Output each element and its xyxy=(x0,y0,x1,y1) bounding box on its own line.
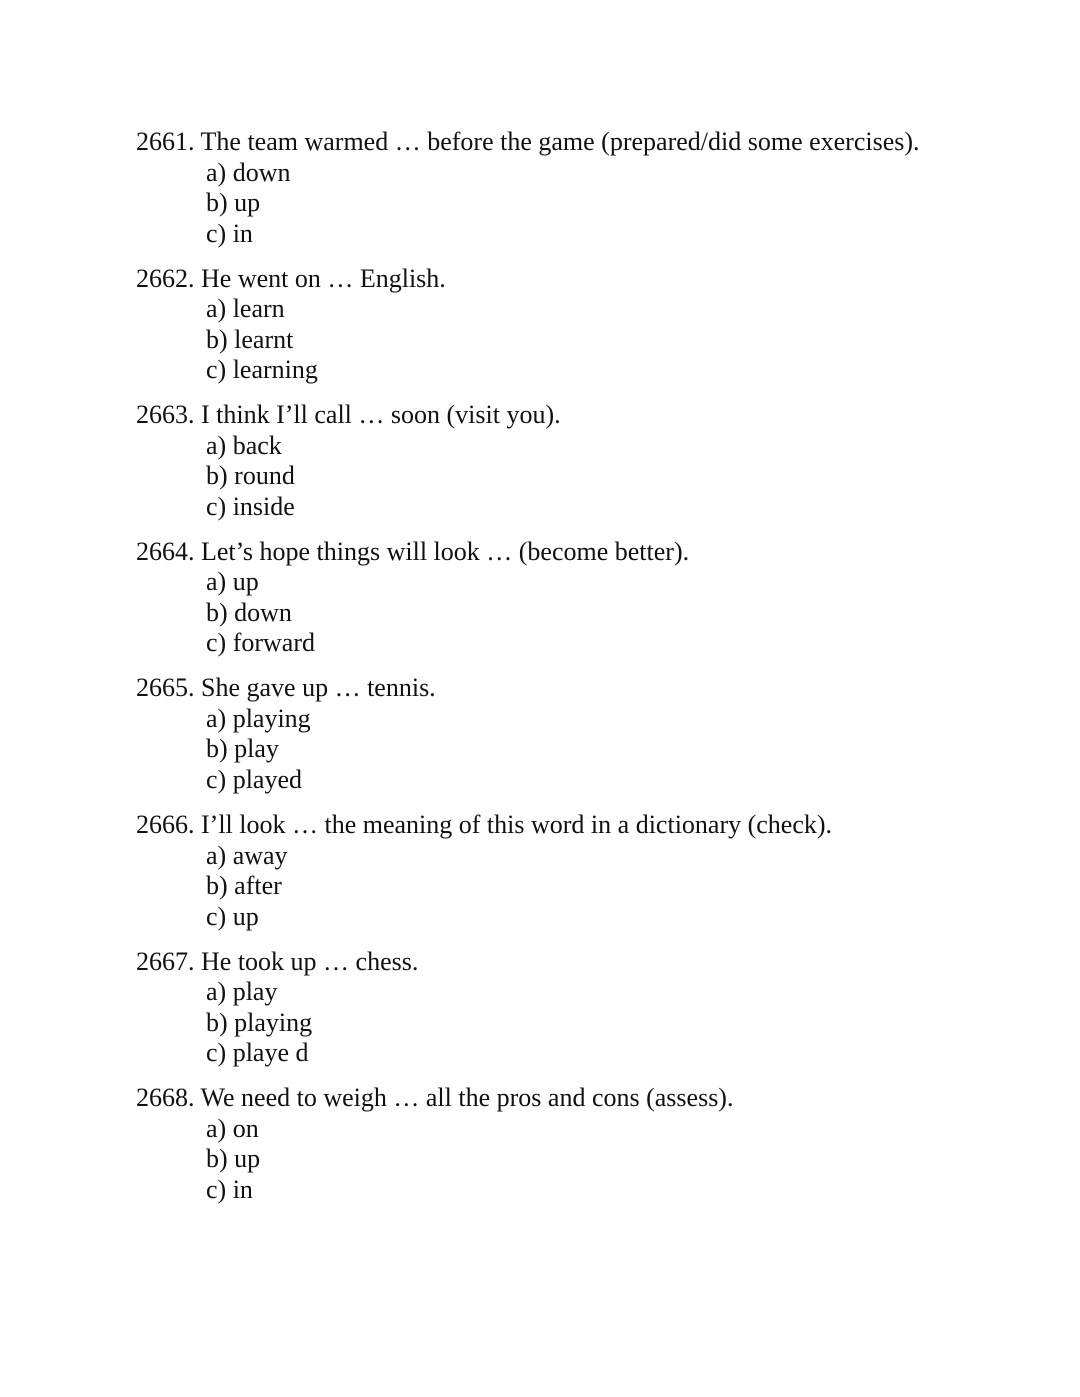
question-stem: 2666. I’ll look … the meaning of this word in a dictionary (check). xyxy=(136,810,833,839)
question-stem: 2663. I think I’ll call … soon (visit you). xyxy=(136,400,561,430)
answer-option: a) play xyxy=(206,977,278,1007)
answer-option: a) learn xyxy=(206,294,285,324)
question-item xyxy=(136,1083,733,1205)
answer-option: a) on xyxy=(206,1113,259,1143)
question-stem: 2664. Let’s hope things will look … (become better). xyxy=(136,536,690,566)
question-stem: 2665. She gave up … tennis. xyxy=(136,673,436,703)
answer-option: c) forward xyxy=(206,628,315,658)
question-item xyxy=(136,127,920,249)
answer-option: b) learnt xyxy=(206,324,294,354)
answer-option: a) away xyxy=(206,840,288,870)
answer-option: c) inside xyxy=(206,491,295,521)
answer-option: c) up xyxy=(206,901,259,931)
answer-option: b) after xyxy=(206,871,282,900)
question-item xyxy=(136,947,418,1069)
answer-option: c) learning xyxy=(206,355,318,385)
answer-option: c) in xyxy=(206,218,253,248)
answer-option: b) up xyxy=(206,1144,261,1174)
answer-option: c) played xyxy=(206,764,303,794)
answer-option: b) round xyxy=(206,461,295,491)
question-item xyxy=(136,810,832,932)
answer-option: b) up xyxy=(206,188,261,217)
question-item xyxy=(136,673,436,795)
answer-option: a) up xyxy=(206,567,259,597)
answer-option: c) playe d xyxy=(206,1038,309,1068)
question-stem: 2667. He took up … chess. xyxy=(136,946,419,976)
question-stem: 2662. He went on … English. xyxy=(136,263,446,293)
answer-option: a) back xyxy=(206,430,282,460)
answer-option: a) down xyxy=(206,157,291,187)
answer-option: a) playing xyxy=(206,703,311,733)
question-stem: 2661. The team warmed … before the game (prepared/did some exercises). xyxy=(136,127,920,156)
question-item xyxy=(136,400,561,522)
answer-option: b) play xyxy=(206,734,279,764)
answer-option: c) in xyxy=(206,1174,253,1204)
question-stem: 2668. We need to weigh … all the pros and cons (assess). xyxy=(136,1083,734,1113)
question-item xyxy=(136,264,446,386)
question-item xyxy=(136,537,689,659)
answer-option: b) playing xyxy=(206,1007,313,1037)
answer-option: b) down xyxy=(206,597,292,627)
